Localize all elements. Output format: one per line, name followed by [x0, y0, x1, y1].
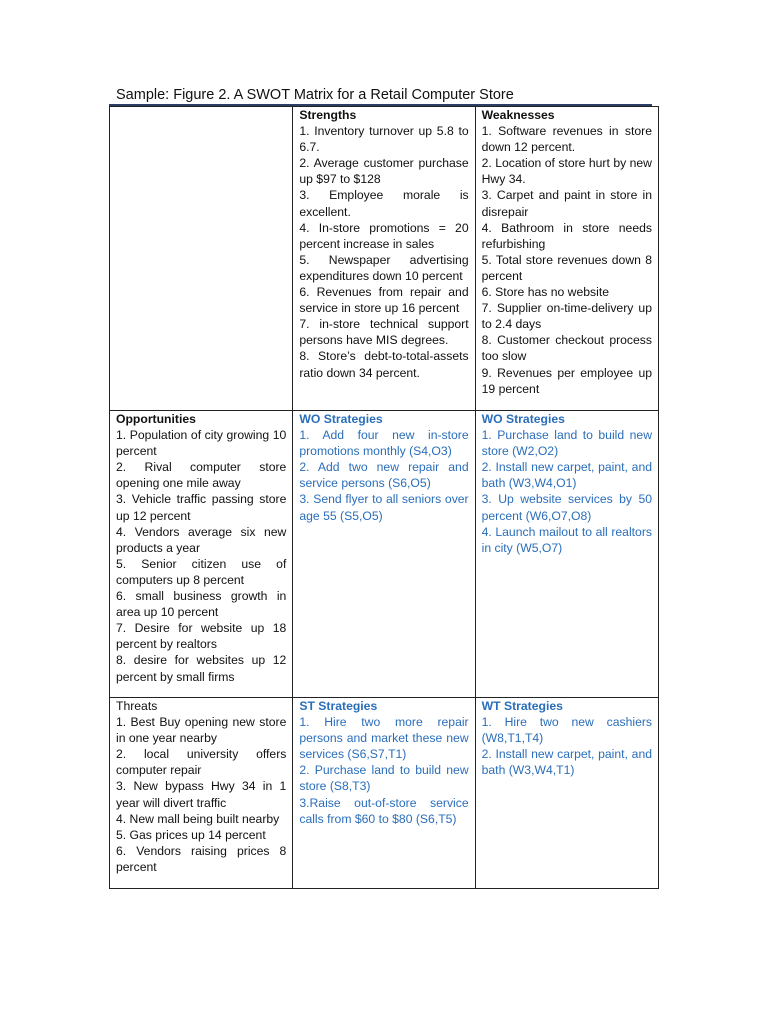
list-item: 6. Store has no website: [481, 285, 609, 300]
list-item: 6. Revenues from repair and service in store up 16 percent: [299, 285, 469, 316]
wt-strategies-heading: WT Strategies: [481, 699, 563, 713]
table-row-strengths-weaknesses: [110, 107, 659, 411]
list-item: 4. Launch mailout to all realtors in city (W5,O7): [481, 524, 652, 555]
list-item: 1. Inventory turnover up 5.8 to 6.7.: [299, 124, 469, 155]
opportunities-heading: Opportunities: [116, 412, 196, 426]
wt-strategies-list: [482, 714, 652, 778]
so-strategies-heading: WO Strategies: [299, 412, 383, 426]
figure-title: Sample: Figure 2. A SWOT Matrix for a Retail Computer Store: [116, 87, 514, 103]
list-item: 6. Vendors raising prices 8 percent: [116, 843, 287, 874]
st-strategies-heading: ST Strategies: [299, 699, 378, 713]
list-item: 2. Install new carpet, paint, and bath (W3,W4,T1): [481, 747, 652, 778]
list-item: 3. New bypass Hwy 34 in 1 year will divert traffic: [116, 779, 287, 810]
strengths-heading: Strengths: [299, 108, 357, 122]
list-item: 8. desire for websites up 12 percent by small firms: [116, 653, 287, 684]
list-item: 7. Supplier on-time-delivery up to 2.4 days: [481, 301, 652, 332]
list-item: 3. Send flyer to all seniors over age 55 (S5,O5): [299, 492, 469, 523]
list-item: 3. Carpet and paint in store in disrepair: [481, 188, 652, 219]
list-item: 5. Gas prices up 14 percent: [116, 827, 266, 842]
list-item: 5. Total store revenues down 8 percent: [481, 252, 652, 283]
list-item: 1. Hire two new cashiers (W8,T1,T4): [481, 715, 652, 746]
st-strategies-cell: [293, 698, 475, 889]
list-item: 1. Purchase land to build new store (W2,O2): [481, 428, 652, 459]
list-item: 1. Software revenues in store down 12 percent.: [481, 124, 652, 155]
list-item: 3. Up website services by 50 percent (W6,O7,O8): [481, 492, 652, 523]
wt-strategies-cell: [475, 698, 658, 889]
list-item: 2. Install new carpet, paint, and bath (W3,W4,O1): [481, 460, 652, 491]
list-item: 2. Average customer purchase up $97 to $128: [299, 156, 469, 187]
strengths-cell: [293, 107, 475, 411]
list-item: 7. Desire for website up 18 percent by realtors: [116, 621, 287, 652]
opportunities-list: [116, 427, 286, 685]
table-row-threats: [110, 698, 659, 889]
list-item: 3. Employee morale is excellent.: [299, 188, 469, 219]
wo-strategies-heading: WO Strategies: [481, 412, 565, 426]
st-strategies-list: [299, 714, 468, 827]
list-item: 1. Population of city growing 10 percent: [116, 428, 287, 459]
list-item: 2. Purchase land to build new store (S8,T3): [299, 763, 469, 794]
list-item: 1. Add four new in-store promotions monthly (S4,O3): [299, 428, 469, 459]
list-item: 5. Senior citizen use of computers up 8 percent: [116, 556, 287, 587]
threats-heading: Threats: [116, 699, 158, 713]
list-item: 2. Add two new repair and service persons (S6,O5): [299, 460, 469, 491]
weaknesses-list: [482, 123, 652, 397]
list-item: 8. Customer checkout process too slow: [481, 333, 652, 364]
strengths-list: [299, 123, 468, 381]
list-item: 3.Raise out-of-store service calls from $60 to $80 (S6,T5): [299, 795, 469, 826]
opportunities-cell: [110, 411, 293, 698]
wo-strategies-cell: [475, 411, 658, 698]
list-item: 4. Vendors average six new products a year: [116, 524, 287, 555]
empty-corner-cell: [110, 107, 293, 411]
table-row-opportunities: [110, 411, 659, 698]
list-item: 9. Revenues per employee up 19 percent: [481, 365, 652, 396]
threats-list: [116, 714, 286, 875]
list-item: 2. local university offers computer repair: [116, 747, 287, 778]
list-item: 2. Rival computer store opening one mile away: [116, 460, 287, 491]
list-item: 5. Newspaper advertising expenditures down 10 percent: [299, 252, 469, 283]
so-strategies-list: [299, 427, 468, 524]
so-strategies-cell: [293, 411, 475, 698]
list-item: 1. Best Buy opening new store in one year nearby: [116, 715, 287, 746]
list-item: 2. Location of store hurt by new Hwy 34.: [481, 156, 652, 187]
list-item: 8. Store’s debt-to-total-assets ratio down 34 percent.: [299, 349, 469, 380]
swot-matrix-table: [109, 106, 659, 889]
list-item: 1. Hire two more repair persons and market these new services (S6,S7,T1): [299, 715, 469, 762]
list-item: 3. Vehicle traffic passing store up 12 percent: [116, 492, 287, 523]
list-item: 4. Bathroom in store needs refurbishing: [481, 220, 652, 251]
list-item: 4. New mall being built nearby: [116, 811, 280, 826]
wo-strategies-list: [482, 427, 652, 556]
threats-cell: [110, 698, 293, 889]
weaknesses-heading: Weaknesses: [481, 108, 555, 122]
list-item: 6. small business growth in area up 10 percent: [116, 589, 287, 620]
weaknesses-cell: [475, 107, 658, 411]
list-item: 7. in-store technical support persons have MIS degrees.: [299, 317, 469, 348]
list-item: 4. In-store promotions = 20 percent increase in sales: [299, 220, 469, 251]
